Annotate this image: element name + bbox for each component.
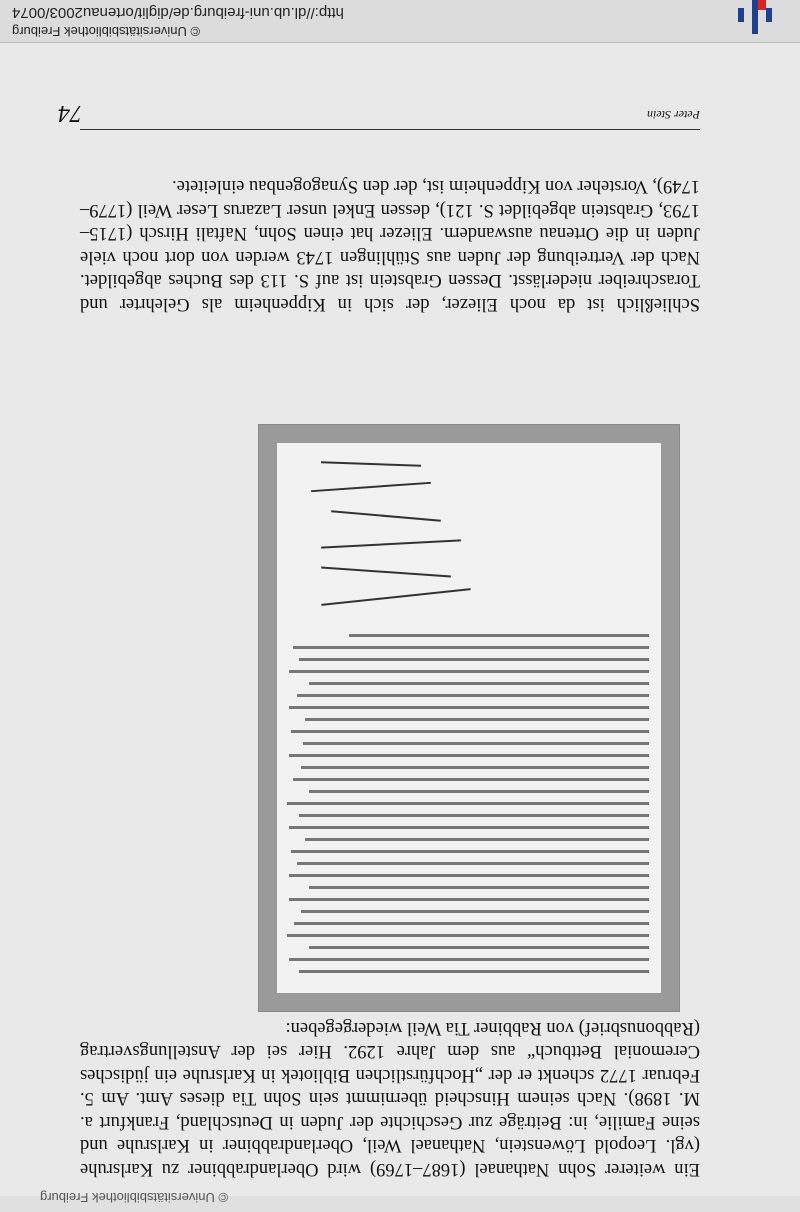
viewer-top-bar bbox=[0, 0, 800, 43]
handwritten-document-image bbox=[258, 424, 680, 1012]
page-number: 74 bbox=[58, 100, 82, 126]
library-logo-icon bbox=[738, 0, 778, 38]
document-scan bbox=[277, 443, 661, 993]
header-rule bbox=[80, 129, 700, 130]
paragraph-eliezer: Schließlich ist da noch Eliezer, der sich in Kippenheim als Gelehrter und Toraschreiber niederlässt. Dessen Grabstein ist auf S. 113 des Buches abgebildet. Nach der Vertreibung der Juden aus Stühlingen 1743 werden von dort noch viele Juden in die Ortenau auswandern. Eliezer hat einen Sohn, Naftali Hirsch (1715–1793, Grabstein abgebildet S. 121), dessen Enkel unser Lazarus Leser Weil (1779–1749), Vorsteher von Kippenheim ist, der den Synagogenbau einleitete. bbox=[80, 176, 700, 314]
scanned-page bbox=[40, 60, 700, 1180]
bottom-copyright-text: © Universitätsbibliothek Freiburg bbox=[40, 1190, 229, 1205]
copyright-text: © Universitätsbibliothek Freiburg bbox=[12, 24, 201, 39]
viewer-bottom-bar bbox=[0, 1190, 800, 1212]
document-url[interactable]: http://dl.ub.uni-freiburg.de/diglit/ortenau2003/0074 bbox=[12, 4, 344, 21]
running-head-author: Peter Stein bbox=[647, 108, 700, 122]
paragraph-nathanael: Ein weiterer Sohn Nathanael (1687–1769) wird Oberlandrabbiner zu Karlsruhe (vgl. Leopold Löwenstein, Nathanael Weil, Oberlandrabbiner in Karlsruhe und seine Familie, in: Beiträge zur Geschichte der Juden in Deutschland, Frankfurt a. M. 1898). Nach seinem Hinscheid übernimmt sein Sohn Tia dieses Amt. Am 5. Februar 1772 schenkt er der „Hochfürstlichen Bibliotek in Karlsruhe ein jüdisches Ceremonial Bettbuch“ aus dem Jahre 1292. Hier sei der Anstellungsvertrag (Rabbonusbrief) von Rabbiner Tia Weil wiedergegeben: bbox=[80, 1018, 700, 1179]
top-bar-text bbox=[0, 0, 740, 42]
